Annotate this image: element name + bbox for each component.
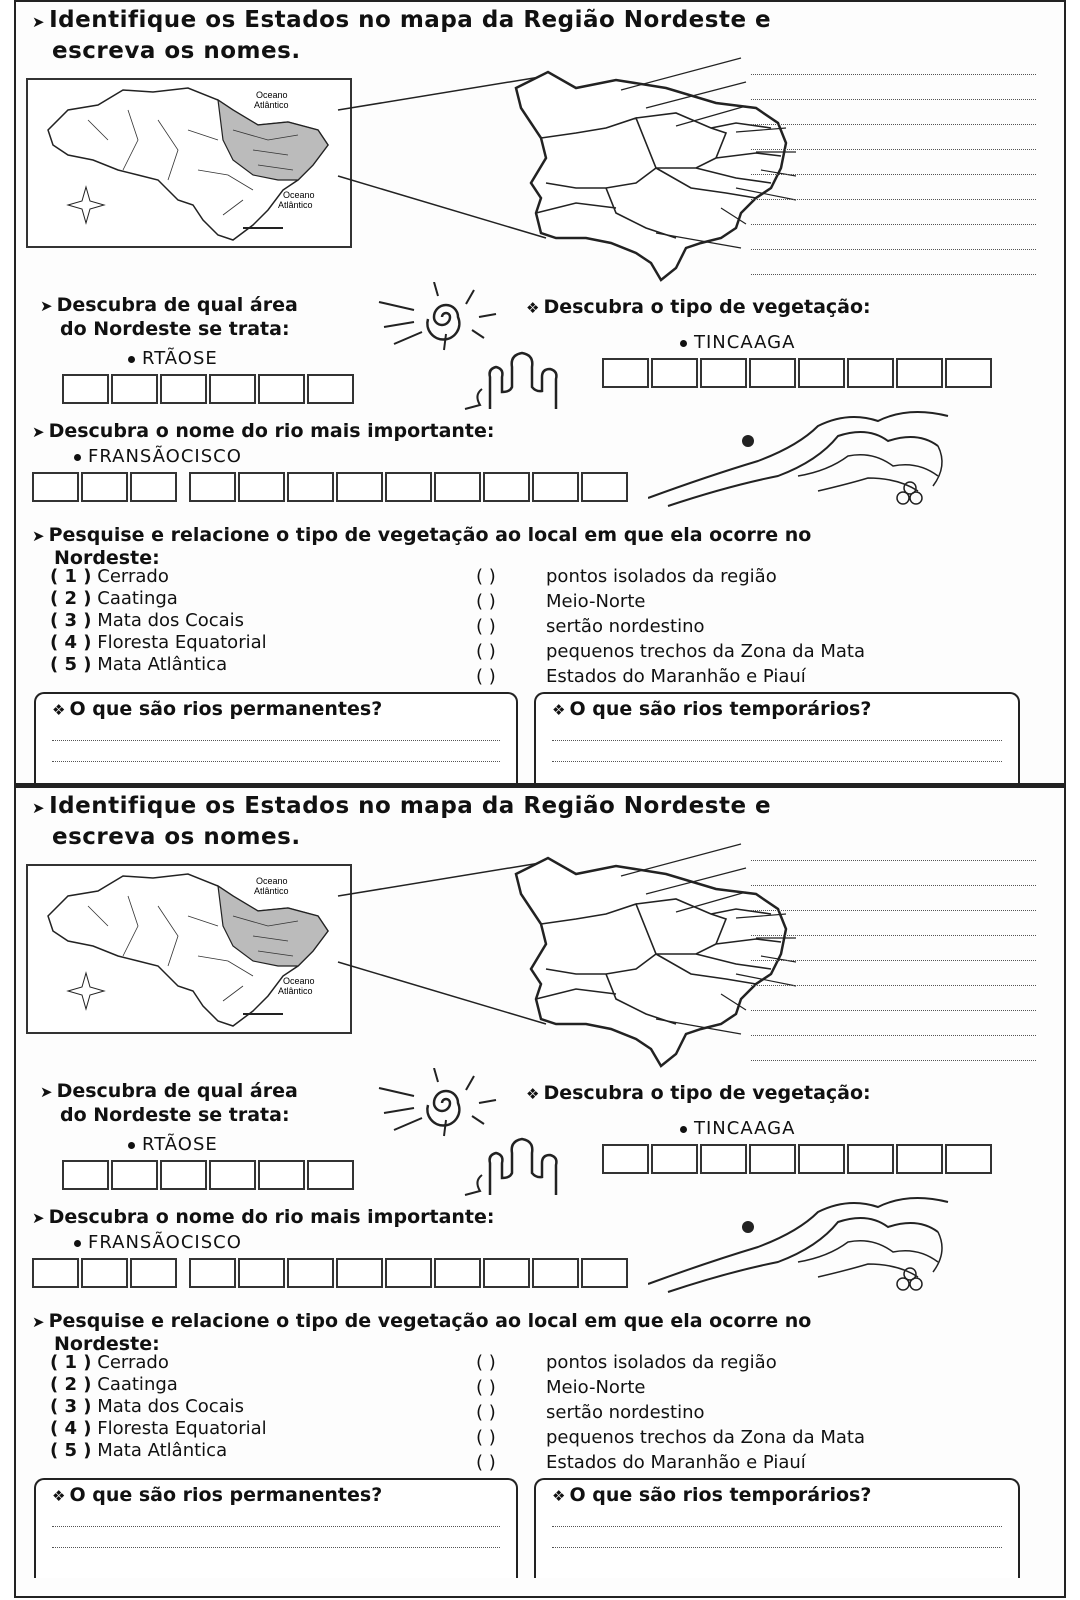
question-area-line-1: Descubra de qual área [56, 1080, 298, 1102]
question-research-line-1: Pesquise e relacione o tipo de vegetação ao local em que ela ocorre no [48, 1310, 812, 1332]
bullet-dot-icon [74, 454, 81, 461]
vegetation-name: Floresta Equatorial [97, 632, 267, 653]
answer-line[interactable] [751, 250, 1036, 275]
vegetation-name: Cerrado [97, 566, 169, 587]
answer-line[interactable] [751, 225, 1036, 250]
question-vegetation-text: Descubra o tipo de vegetação: [543, 1082, 871, 1104]
hint-river [74, 1232, 242, 1253]
answer-line[interactable] [751, 100, 1036, 125]
question-research-line-2: Nordeste: [54, 547, 160, 569]
question-area [40, 294, 298, 341]
brazil-map [26, 864, 352, 1034]
list-item [50, 1418, 267, 1440]
ocean-label-top: Oceano [256, 90, 288, 100]
answer-line[interactable] [751, 75, 1036, 100]
answer-boxes-area[interactable] [62, 374, 356, 404]
hint-vegetation-text: TINCAAGA [694, 1118, 796, 1139]
question-area [40, 1080, 298, 1127]
location-text: Meio-Norte [546, 591, 646, 612]
vegetation-name: Cerrado [97, 1352, 169, 1373]
answer-slot[interactable]: ( ) [476, 1402, 496, 1423]
location-text: pequenos trechos da Zona da Mata [546, 641, 865, 662]
ocean-label-top-2: Atlântico [254, 886, 289, 896]
title-line-2: escreva os nomes. [52, 824, 301, 850]
list-item [50, 632, 267, 654]
question-area-line-2: do Nordeste se trata: [60, 318, 290, 340]
answer-slot[interactable]: ( ) [476, 1352, 496, 1373]
answer-line[interactable] [751, 150, 1036, 175]
location-text: Estados do Maranhão e Piauí [546, 666, 806, 687]
list-item [476, 1450, 865, 1475]
vegetation-num: ( 5 ) [50, 1440, 92, 1461]
bullet-dot-icon [680, 1126, 687, 1133]
question-research [32, 1310, 1042, 1355]
hint-vegetation [680, 1118, 795, 1139]
answer-line[interactable] [751, 50, 1036, 75]
state-name-lines [751, 50, 1036, 275]
question-vegetation [526, 296, 871, 318]
sun-icon [374, 1068, 504, 1138]
hint-vegetation-text: TINCAAGA [694, 332, 796, 353]
answer-line[interactable] [751, 936, 1036, 961]
answer-slot[interactable]: ( ) [476, 591, 496, 612]
answer-boxes-area[interactable] [62, 1160, 356, 1190]
title-line-1: Identifique os Estados no mapa da Região Nordeste e [49, 7, 772, 33]
location-text: sertão nordestino [546, 616, 705, 637]
list-item [476, 639, 865, 664]
diamond-bullet-icon: ❖ [552, 701, 566, 719]
hint-river [74, 446, 242, 467]
answer-line[interactable] [52, 724, 500, 741]
question-area-line-2: do Nordeste se trata: [60, 1104, 290, 1126]
vegetation-num: ( 2 ) [50, 1374, 92, 1395]
arrow-bullet-icon: ➤ [40, 1083, 53, 1101]
arrow-bullet-icon: ➤ [32, 1313, 45, 1331]
compass-rose-icon [68, 187, 104, 223]
location-text: pequenos trechos da Zona da Mata [546, 1427, 865, 1448]
question-river-text: Descubra o nome do rio mais importante: [48, 420, 495, 442]
answer-line[interactable] [751, 911, 1036, 936]
diamond-bullet-icon: ❖ [52, 1487, 66, 1505]
answer-slot[interactable]: ( ) [476, 616, 496, 637]
bullet-dot-icon [680, 340, 687, 347]
ocean-label-bottom-2: Atlântico [278, 986, 313, 996]
vegetation-num: ( 1 ) [50, 566, 92, 587]
diamond-bullet-icon: ❖ [552, 1487, 566, 1505]
question-box-permanent [34, 692, 518, 786]
question-box-permanent [34, 1478, 518, 1578]
vegetation-num: ( 5 ) [50, 654, 92, 675]
location-text: pontos isolados da região [546, 566, 777, 587]
location-list [476, 1350, 865, 1475]
hint-river-text: FRANSÃOCISCO [88, 1232, 242, 1253]
location-text: sertão nordestino [546, 1402, 705, 1423]
answer-line[interactable] [52, 1510, 500, 1527]
diamond-bullet-icon: ❖ [526, 1085, 540, 1103]
answer-slot[interactable]: ( ) [476, 1377, 496, 1398]
question-permanent-text: O que são rios permanentes? [69, 698, 383, 720]
ocean-label-top-2: Atlântico [254, 100, 289, 110]
list-item [50, 588, 267, 610]
arrow-bullet-icon: ➤ [32, 799, 46, 817]
question-temporary-text: O que são rios temporários? [569, 698, 872, 720]
hint-vegetation [680, 332, 795, 353]
answer-line[interactable] [751, 886, 1036, 911]
list-item [476, 1425, 865, 1450]
river-illustration [648, 406, 978, 516]
question-river [32, 420, 495, 442]
list-item [50, 654, 267, 676]
list-item [50, 1374, 267, 1396]
vegetation-name: Caatinga [97, 588, 178, 609]
list-item [476, 564, 865, 589]
state-name-lines [751, 836, 1036, 1061]
question-research [32, 524, 1042, 569]
answer-line[interactable] [552, 1510, 1002, 1527]
hint-area [128, 348, 218, 369]
answer-boxes-vegetation[interactable] [602, 358, 994, 388]
vegetation-num: ( 4 ) [50, 1418, 92, 1439]
vegetation-name: Mata dos Cocais [97, 1396, 245, 1417]
vegetation-num: ( 4 ) [50, 632, 92, 653]
answer-slot[interactable]: ( ) [476, 1427, 496, 1448]
list-item [476, 664, 865, 689]
arrow-bullet-icon: ➤ [32, 527, 45, 545]
question-vegetation-text: Descubra o tipo de vegetação: [543, 296, 871, 318]
answer-line[interactable] [751, 200, 1036, 225]
answer-line[interactable] [751, 986, 1036, 1011]
answer-boxes-river[interactable] [32, 472, 630, 502]
question-river [32, 1206, 495, 1228]
title-line-1: Identifique os Estados no mapa da Região Nordeste e [49, 793, 772, 819]
question-permanent-text: O que são rios permanentes? [69, 1484, 383, 1506]
compass-rose-icon [68, 973, 104, 1009]
ocean-label-bottom-2: Atlântico [278, 200, 313, 210]
cactus-icon [460, 1133, 600, 1199]
bullet-dot-icon [128, 356, 135, 363]
question-area-line-1: Descubra de qual área [56, 294, 298, 316]
list-item [476, 1350, 865, 1375]
location-text: pontos isolados da região [546, 1352, 777, 1373]
answer-line[interactable] [751, 861, 1036, 886]
question-river-text: Descubra o nome do rio mais importante: [48, 1206, 495, 1228]
vegetation-list [50, 566, 267, 676]
bullet-dot-icon [74, 1240, 81, 1247]
answer-slot[interactable]: ( ) [476, 1452, 496, 1473]
question-vegetation [526, 1082, 871, 1104]
question-research-line-1: Pesquise e relacione o tipo de vegetação ao local em que ela ocorre no [48, 524, 812, 546]
hint-area-text: RTÃOSE [142, 1134, 218, 1155]
answer-slot[interactable]: ( ) [476, 641, 496, 662]
answer-line[interactable] [751, 175, 1036, 200]
answer-slot[interactable]: ( ) [476, 666, 496, 687]
cactus-icon [460, 347, 600, 413]
vegetation-list [50, 1352, 267, 1462]
answer-boxes-vegetation[interactable] [602, 1144, 994, 1174]
question-research-line-2: Nordeste: [54, 1333, 160, 1355]
title-line-2: escreva os nomes. [52, 38, 301, 64]
river-illustration [648, 1192, 978, 1302]
answer-line[interactable] [751, 1011, 1036, 1036]
list-item [476, 614, 865, 639]
vegetation-num: ( 3 ) [50, 610, 92, 631]
worksheet-copy-top [14, 0, 1066, 786]
answer-slot[interactable]: ( ) [476, 566, 496, 587]
answer-line[interactable] [552, 745, 1002, 762]
vegetation-name: Mata Atlântica [97, 654, 228, 675]
answer-line[interactable] [552, 1531, 1002, 1548]
vegetation-name: Mata dos Cocais [97, 610, 245, 631]
location-text: Meio-Norte [546, 1377, 646, 1398]
list-item [50, 1396, 267, 1418]
answer-line[interactable] [751, 836, 1036, 861]
arrow-bullet-icon: ➤ [32, 423, 45, 441]
brazil-map [26, 78, 352, 248]
location-list [476, 564, 865, 689]
worksheet-copy-bottom [14, 786, 1066, 1598]
list-item [50, 1440, 267, 1462]
ocean-label-top: Oceano [256, 876, 288, 886]
hint-river-text: FRANSÃOCISCO [88, 446, 242, 467]
vegetation-name: Caatinga [97, 1374, 178, 1395]
answer-boxes-river[interactable] [32, 1258, 630, 1288]
answer-line[interactable] [751, 961, 1036, 986]
answer-line[interactable] [552, 724, 1002, 741]
list-item [476, 1375, 865, 1400]
vegetation-num: ( 2 ) [50, 588, 92, 609]
location-text: Estados do Maranhão e Piauí [546, 1452, 806, 1473]
sun-icon [374, 282, 504, 352]
ocean-label-bottom: Oceano [283, 190, 315, 200]
arrow-bullet-icon: ➤ [40, 297, 53, 315]
answer-line[interactable] [52, 1531, 500, 1548]
vegetation-num: ( 3 ) [50, 1396, 92, 1417]
question-temporary-text: O que são rios temporários? [569, 1484, 872, 1506]
list-item [50, 610, 267, 632]
hint-area-text: RTÃOSE [142, 348, 218, 369]
answer-line[interactable] [751, 1036, 1036, 1061]
diamond-bullet-icon: ❖ [52, 701, 66, 719]
question-box-temporary [534, 692, 1020, 786]
vegetation-name: Floresta Equatorial [97, 1418, 267, 1439]
vegetation-num: ( 1 ) [50, 1352, 92, 1373]
list-item [476, 589, 865, 614]
arrow-bullet-icon: ➤ [32, 13, 46, 31]
answer-line[interactable] [751, 125, 1036, 150]
question-box-temporary [534, 1478, 1020, 1578]
list-item [476, 1400, 865, 1425]
bullet-dot-icon [128, 1142, 135, 1149]
answer-line[interactable] [52, 745, 500, 762]
arrow-bullet-icon: ➤ [32, 1209, 45, 1227]
vegetation-name: Mata Atlântica [97, 1440, 228, 1461]
diamond-bullet-icon: ❖ [526, 299, 540, 317]
list-item [50, 566, 267, 588]
hint-area [128, 1134, 218, 1155]
list-item [50, 1352, 267, 1374]
ocean-label-bottom: Oceano [283, 976, 315, 986]
